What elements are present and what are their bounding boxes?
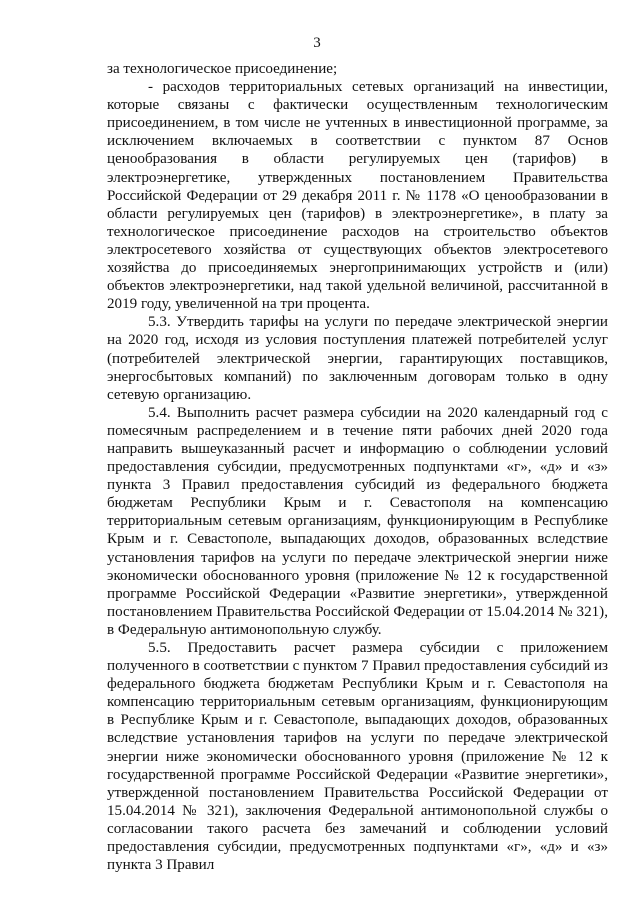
paragraph-clause-5-5: 5.5. Предоставить расчет размера субсидии с приложением полученного в соответствии с пунктом 7 Правил предоставления субсидий из федерального бюджета бюджетам Республики Крым и г. Севастополя на компенсацию территориальным сетевым организациям, функционирующим в Республике Крым и г. Севастополе, выпадающих доходов, образованных вследствие установления тарифов на услуги по передаче электрической энергии ниже экономически обоснованного уровня (приложение № 12 к государственной программе Российской Федерации «Развитие энергетики», утвержденной постановлением Правительства Российской Федерации от 15.04.2014 № 321), заключения Федеральной антимонопольной службы о согласовании такого расчета без замечаний и соблюдении условий предоставления субсидии, предусмотренных подпунктами «г», «д» и «з» пункта 3 Правил (107, 640, 608, 874)
paragraph-investment-expenses: - расходов территориальных сетевых организаций на инвестиции, которые связаны с фактически осуществленным технологическим присоединением, в том числе не учтенных в инвестиционной программе, за исключением включаемых в соответствии с пунктом 87 Основ ценообразования в области регулируемых цен (тарифов) в электроэнергетике, утвержденных постановлением Правительства Российской Федерации от 29 декабря 2011 г. № 1178 «О ценообразовании в области регулируемых цен (тарифов) в электроэнергетике», в плату за технологическое присоединение расходов на строительство объектов электросетевого хозяйства от существующих объектов электросетевого хозяйства до присоединяемых энергопринимающих устройств и (или) объектов электроэнергетики, над такой удельной величиной, рассчитанной в 2019 году, увеличенной на три процента. (107, 79, 608, 313)
paragraph-continuation: за технологическое присоединение; (107, 61, 338, 77)
paragraph-clause-5-3: 5.3. Утвердить тарифы на услуги по передаче электрической энергии на 2020 год, исходя из условия поступления платежей потребителей услуг (потребителей электрической энергии, гарантирующих поставщиков, энергосбытовых компаний) по заключенным договорам только в одну сетевую организацию. (107, 314, 608, 403)
paragraph-clause-5-4: 5.4. Выполнить расчет размера субсидии на 2020 календарный год с помесячным распределением и в течение пяти рабочих дней 2020 года направить вышеуказанный расчет и информацию о соблюдении условий предоставления субсидии, предусмотренных подпунктами «г», «д» и «з» пункта 3 Правил предоставления субсидий из федерального бюджета бюджетам Республики Крым и г. Севастополя на компенсацию территориальным сетевым организациям, функционирующим в Республике Крым и г. Севастополе, выпадающих доходов, образованных вследствие установления тарифов на услуги по передаче электрической энергии ниже экономически обоснованного уровня (приложение № 12 к государственной программе Российской Федерации «Развитие энергетики», утвержденной постановлением Правительства Российской Федерации от 15.04.2014 № 321), в Федеральную антимонопольную службу. (107, 404, 608, 638)
document-body (107, 60, 608, 874)
page-number: 3 (313, 35, 321, 51)
